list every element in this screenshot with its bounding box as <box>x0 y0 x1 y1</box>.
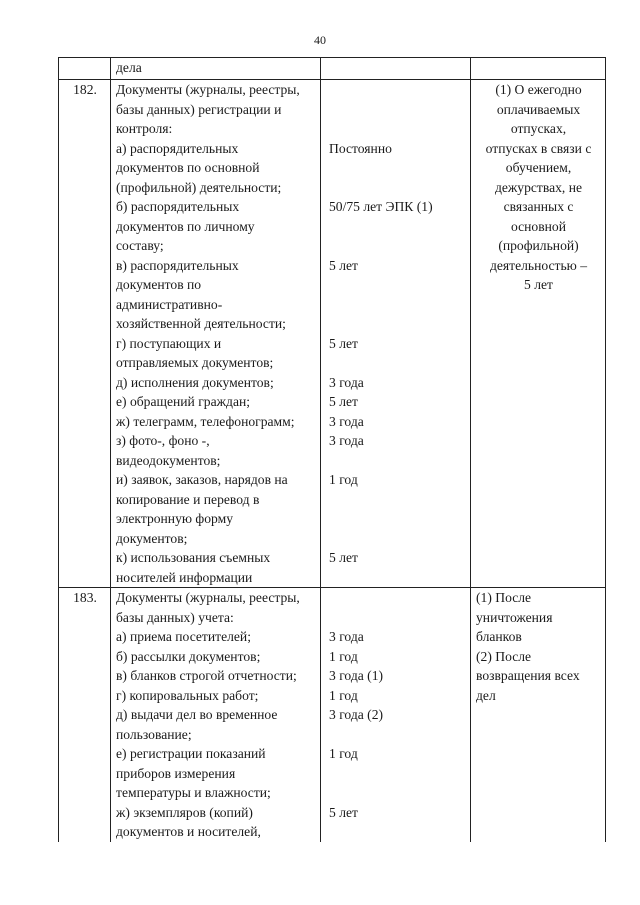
name-line: и) заявок, заказов, нарядов на <box>116 472 288 487</box>
term-value: 3 года <box>329 413 364 429</box>
name-line: административно- <box>116 296 223 312</box>
retention-table <box>58 57 606 842</box>
cell-name <box>111 80 321 588</box>
name-line: контроля: <box>116 121 173 136</box>
cell-number <box>59 58 111 80</box>
cell-name <box>111 58 321 80</box>
term-value: 3 года <box>329 374 364 390</box>
name-line: электронную форму <box>116 511 234 526</box>
name-line: дела <box>116 60 142 75</box>
term-value: 1 год <box>329 746 358 761</box>
name-line: б) распорядительных <box>116 199 240 214</box>
term-value: 5 лет <box>329 394 358 409</box>
cell-number: 183. <box>59 588 111 842</box>
note-line: отпусках в связи с <box>485 140 592 156</box>
note-line: связанных с <box>503 199 574 214</box>
term-value: 3 года <box>329 629 364 644</box>
term-value: 5 лет <box>329 804 358 820</box>
term-value: 50/75 лет ЭПК (1) <box>329 199 433 214</box>
name-line: составу; <box>116 238 164 253</box>
name-line: к) использования съемных <box>116 550 271 565</box>
note-line: дел <box>476 687 496 703</box>
name-line: ж) телеграмм, телефонограмм; <box>116 413 295 429</box>
name-line: носителей информации <box>116 569 253 585</box>
note-line: (2) После <box>476 648 532 664</box>
name-line: Документы (журналы, реестры, <box>116 590 300 605</box>
cell-note <box>471 80 606 588</box>
name-line: пользование; <box>116 726 192 742</box>
name-line: хозяйственной деятельности; <box>116 316 286 331</box>
note-line: отпусках, <box>510 121 567 136</box>
name-line: температуры и влажности; <box>116 785 271 800</box>
name-line: а) приема посетителей; <box>116 629 251 644</box>
name-line: г) копировальных работ; <box>116 687 259 703</box>
note-line: (1) После <box>476 590 532 605</box>
name-line: базы данных) регистрации и <box>116 101 282 117</box>
table-row-182 <box>59 80 606 588</box>
note-line: обучением, <box>505 160 572 175</box>
name-line: документов по <box>116 277 202 292</box>
name-line: г) поступающих и <box>116 335 222 351</box>
cell-name <box>111 588 321 842</box>
cell-note <box>471 588 606 842</box>
name-line: документов; <box>116 530 188 546</box>
table-row-continuation <box>59 58 606 80</box>
cell-term <box>321 80 471 588</box>
note-line: дежурствах, не <box>494 179 583 195</box>
name-line: (профильной) деятельности; <box>116 179 282 195</box>
note-line: уничтожения <box>476 609 553 625</box>
cell-note <box>471 58 606 80</box>
name-line: отправляемых документов; <box>116 355 274 370</box>
term-value: 5 лет <box>329 335 358 351</box>
term-value: 1 год <box>329 472 358 487</box>
term-value: 3 года (1) <box>329 668 384 683</box>
name-line: е) обращений граждан; <box>116 394 251 409</box>
name-line: е) регистрации показаний <box>116 746 266 761</box>
note-line: основной <box>510 218 566 234</box>
name-line: копирование и перевод в <box>116 491 260 507</box>
name-line: приборов измерения <box>116 765 236 781</box>
note-line: (профильной) <box>498 238 579 253</box>
name-line: Документы (журналы, реестры, <box>116 82 300 97</box>
term-value: 1 год <box>329 648 358 664</box>
name-line: видеодокументов; <box>116 452 221 468</box>
term-value: 3 года <box>329 433 364 448</box>
name-line: а) распорядительных <box>116 140 239 156</box>
note-line: деятельностью – <box>489 257 588 273</box>
table-row-183 <box>59 588 606 842</box>
note-line: (1) О ежегодно <box>495 82 582 97</box>
term-value: 5 лет <box>329 257 358 273</box>
cell-number: 182. <box>59 80 111 588</box>
cell-term <box>321 58 471 80</box>
term-value: Постоянно <box>329 140 392 156</box>
name-line: в) распорядительных <box>116 257 239 273</box>
name-line: ж) экземпляров (копий) <box>116 804 253 820</box>
name-line: в) бланков строгой отчетности; <box>116 668 297 683</box>
note-line: возвращения всех <box>476 668 580 683</box>
name-line: документов по основной <box>116 160 260 175</box>
name-line: д) исполнения документов; <box>116 374 274 390</box>
note-line: оплачиваемых <box>496 101 581 117</box>
name-line: д) выдачи дел во временное <box>116 707 278 722</box>
cell-term <box>321 588 471 842</box>
note-line: 5 лет <box>524 277 553 292</box>
term-value: 3 года (2) <box>329 707 384 722</box>
name-line: б) рассылки документов; <box>116 648 261 664</box>
name-line: з) фото-, фоно -, <box>116 433 210 448</box>
term-value: 1 год <box>329 687 358 703</box>
note-line: бланков <box>476 629 522 644</box>
term-value: 5 лет <box>329 550 358 565</box>
name-line: документов по личному <box>116 218 255 234</box>
name-line: документов и носителей, <box>116 824 261 839</box>
name-line: базы данных) учета: <box>116 609 234 625</box>
page-number: 40 <box>314 33 326 47</box>
